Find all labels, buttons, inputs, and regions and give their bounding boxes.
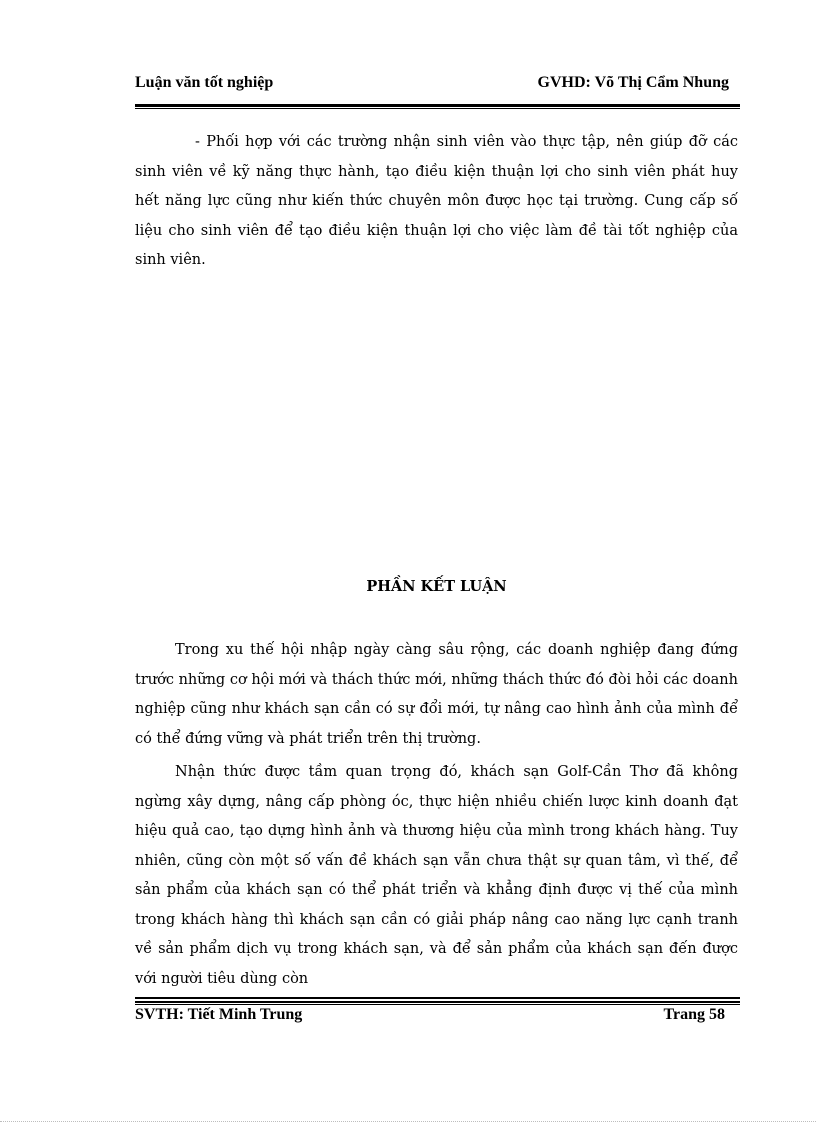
footer-student-label: SVTH: Tiết Minh Trung (135, 1006, 303, 1023)
footer-rule-thin (135, 1004, 740, 1005)
page-header (135, 74, 729, 98)
header-advisor-label: GVHD: Võ Thị Cẩm Nhung (537, 74, 729, 91)
paragraph-conclusion-1: Trong xu thế hội nhập ngày càng sâu rộng, các doanh nghiệp đang đứng trước những cơ hội mới và thách thức mới, những thách thức đó đòi hỏi các doanh nghiệp cũng như khách sạn cần có sự đổi mới, tự nâng cao hình ảnh của mình để có thể đứng vững và phát triển trên thị trường. (135, 642, 738, 747)
header-rule-thin (135, 108, 740, 109)
paragraph-recommendation: - Phối hợp với các trường nhận sinh viên vào thực tập, nên giúp đỡ các sinh viên về kỹ năng thực hành, tạo điều kiện thuận lợi cho sinh viên phát huy hết năng lực cũng như kiến thức chuyên môn được học tại trường. Cung cấp số liệu cho sinh viên để tạo điều kiện thuận lợi cho việc làm đề tài tốt nghiệp của sinh viên. (135, 134, 738, 268)
footer-rule-middle (135, 1001, 740, 1003)
header-thesis-label: Luận văn tốt nghiệp (135, 74, 274, 91)
section-heading: PHẦN KẾT LUẬN (366, 578, 507, 595)
paragraph-conclusion-2: Nhận thức được tầm quan trọng đó, khách sạn Golf-Cần Thơ đã không ngừng xây dựng, nâng cấp phòng óc, thực hiện nhiều chiến lược kinh doanh đạt hiệu quả cao, tạo dựng hình ảnh và thương hiệu của mình trong khách hàng. Tuy nhiên, cũng còn một số vấn đề khách sạn vẫn chưa thật sự quan tâm, vì thế, để sản phẩm của khách sạn có thể phát triển và khẳng định được vị thế của mình trong khách hàng thì khách sạn cần có giải pháp nâng cao năng lực cạnh tranh về sản phẩm dịch vụ trong khách sạn, và để sản phẩm của khách sạn đến được với người tiêu dùng còn (135, 764, 738, 987)
header-rule (135, 104, 740, 107)
page-edge-divider (0, 1121, 816, 1122)
footer-rule (135, 997, 740, 999)
page-number: Trang 58 (663, 1006, 725, 1023)
page-footer (135, 1006, 725, 1030)
